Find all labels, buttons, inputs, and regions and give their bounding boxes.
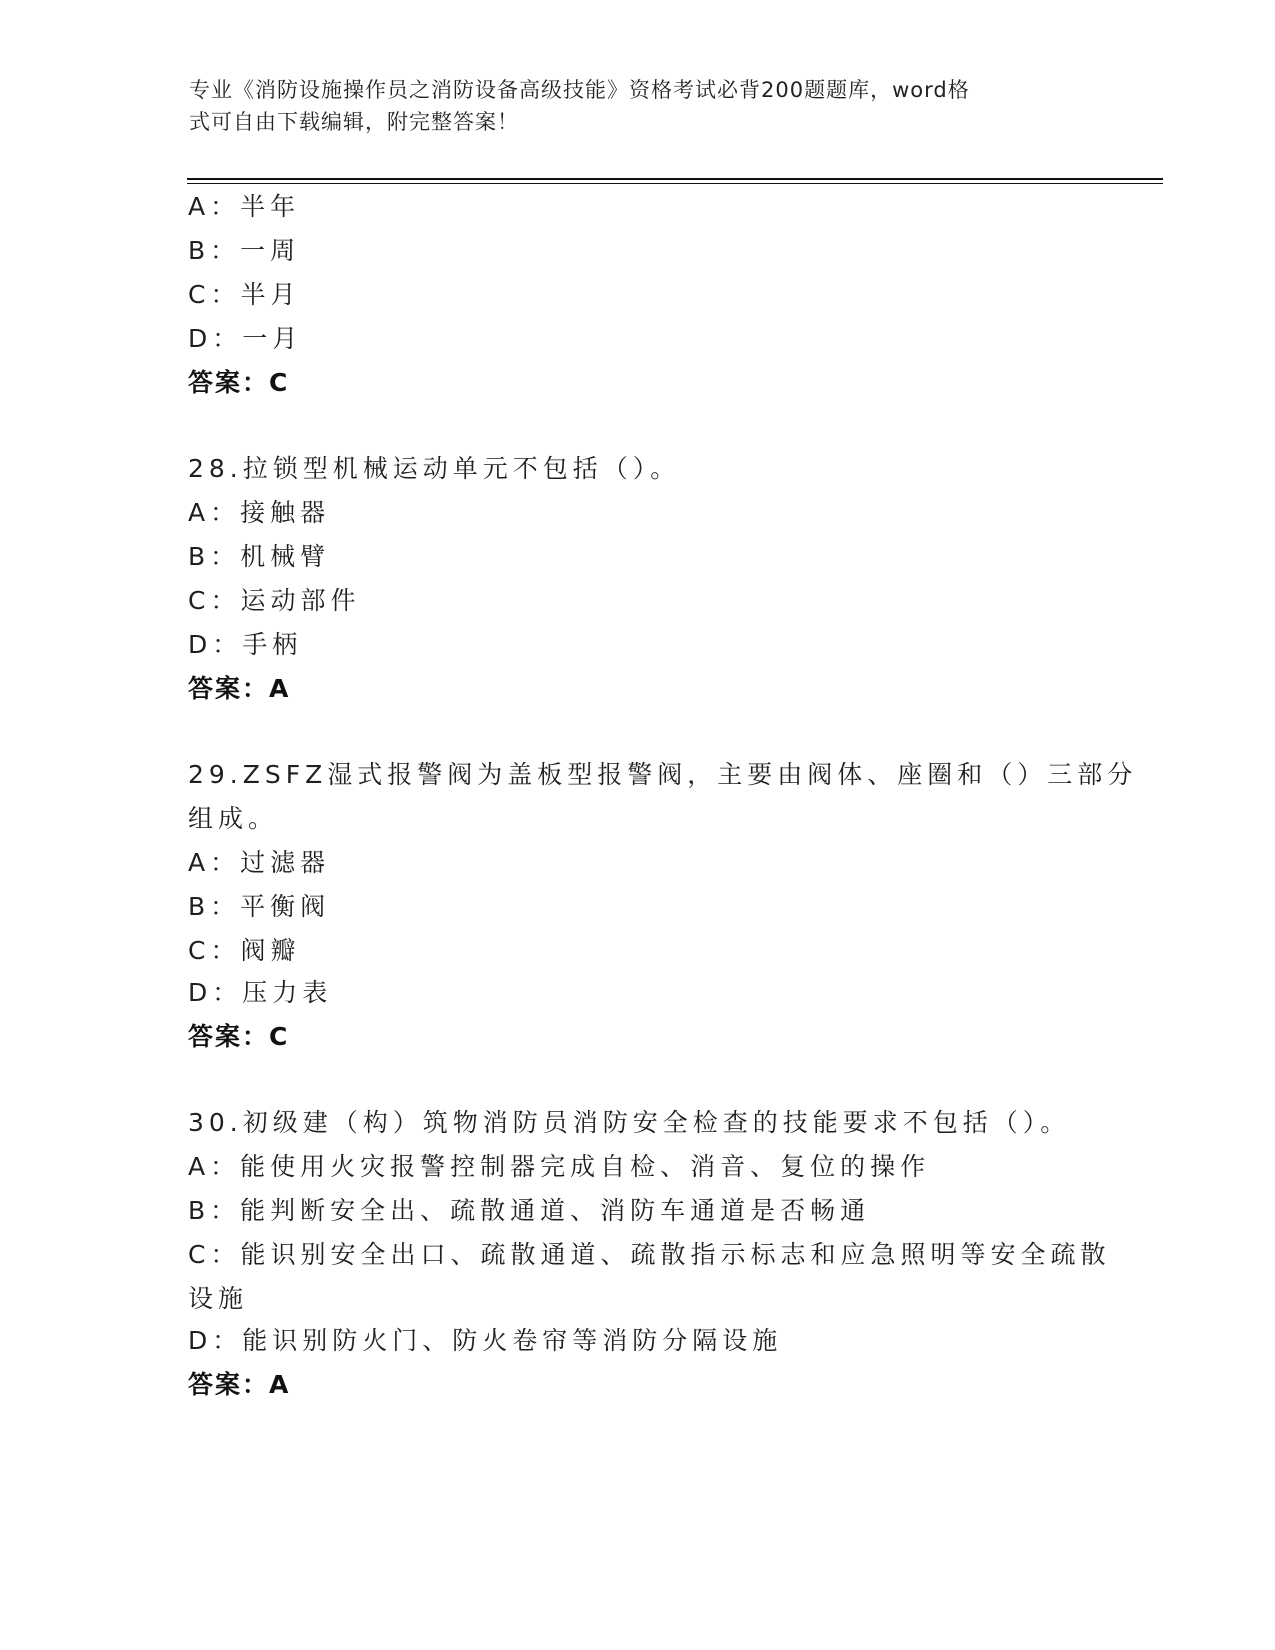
- q27-option-a: A：半年: [188, 192, 301, 221]
- q29-option-a: A：过滤器: [188, 848, 331, 877]
- q30-option-c-line-1: C：能识别安全出口、疏散通道、疏散指示标志和应急照明等安全疏散: [188, 1240, 1111, 1269]
- q30-option-a: A：能使用火灾报警控制器完成自检、消音、复位的操作: [188, 1152, 931, 1181]
- q30-option-c-line-2: 设施: [188, 1284, 249, 1313]
- q30-answer: 答案：A: [188, 1370, 291, 1399]
- q27-option-b: B：一周: [188, 236, 301, 265]
- q30-option-b: B：能判断安全出、疏散通道、消防车通道是否畅通: [188, 1196, 871, 1225]
- q28-option-c: C：运动部件: [188, 586, 361, 615]
- q27-answer: 答案：C: [188, 368, 290, 397]
- header-title-line-2: 式可自由下载编辑，附完整答案！: [189, 110, 519, 134]
- q29-option-d: D：压力表: [188, 978, 333, 1007]
- q29-option-c: C：阀瓣: [188, 936, 301, 965]
- q27-option-c: C：半月: [188, 280, 301, 309]
- q28-option-d: D：手柄: [188, 630, 303, 659]
- q28-stem: 28.拉锁型机械运动单元不包括（）。: [188, 454, 681, 483]
- q29-stem-line-2: 组成。: [188, 804, 279, 833]
- header-title-line-1: 专业《消防设施操作员之消防设备高级技能》资格考试必背200题题库，word格: [189, 78, 970, 102]
- q27-option-d: D：一月: [188, 324, 303, 353]
- q29-option-b: B：平衡阀: [188, 892, 331, 921]
- q30-option-d: D：能识别防火门、防火卷帘等消防分隔设施: [188, 1326, 783, 1355]
- q28-option-b: B：机械臂: [188, 542, 331, 571]
- q30-stem: 30.初级建（构）筑物消防员消防安全检查的技能要求不包括（）。: [188, 1108, 1071, 1137]
- q29-stem-line-1: 29.ZSFZ湿式报警阀为盖板型报警阀，主要由阀体、座圈和（）三部分: [188, 760, 1138, 789]
- header-divider-thick: [187, 178, 1163, 180]
- q28-option-a: A：接触器: [188, 498, 331, 527]
- q28-answer: 答案：A: [188, 674, 291, 703]
- document-header: [189, 74, 1089, 138]
- header-divider-thin: [187, 183, 1163, 184]
- q29-answer: 答案：C: [188, 1022, 290, 1051]
